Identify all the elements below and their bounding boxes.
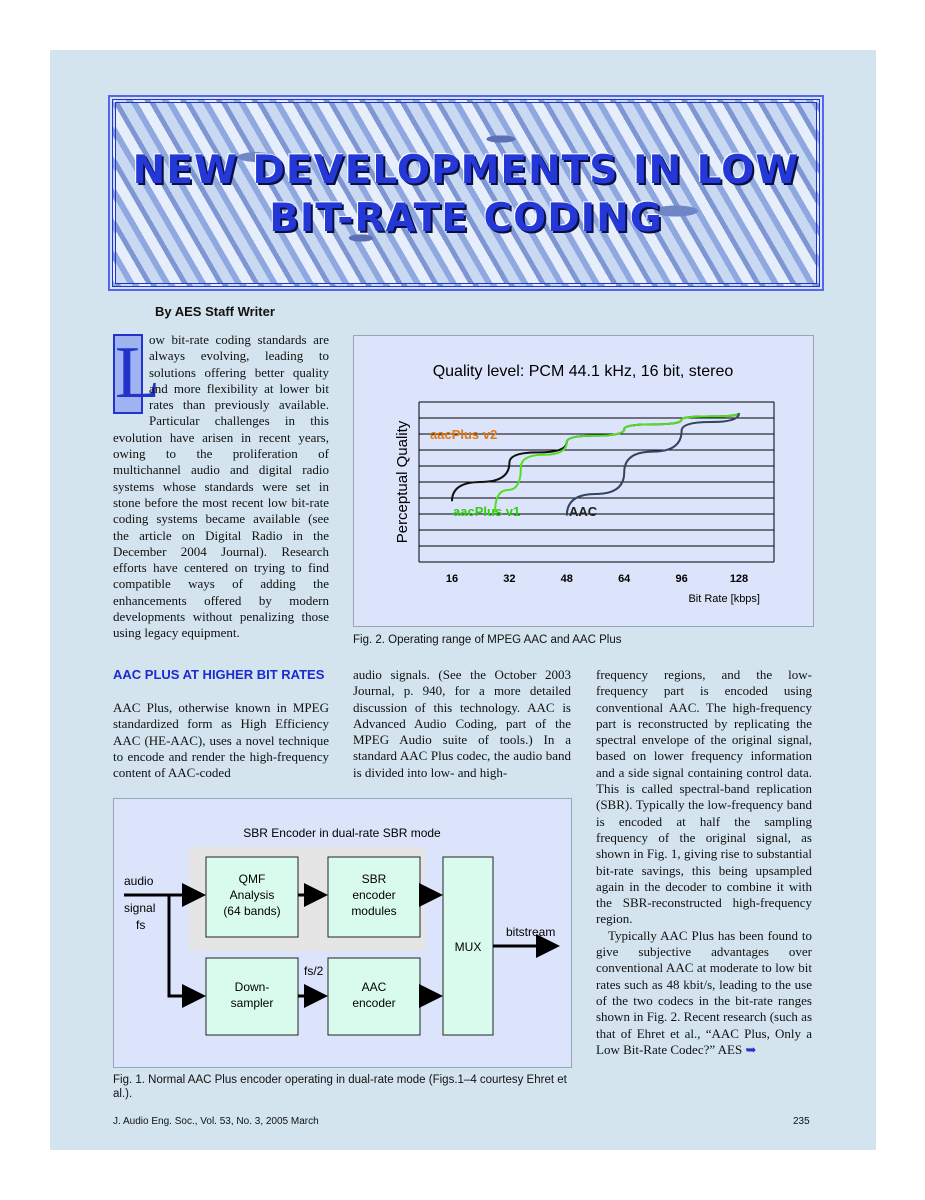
aac-label-2: encoder bbox=[352, 996, 396, 1010]
x-tick-label: 16 bbox=[445, 573, 459, 585]
x-tick-label: 128 bbox=[729, 573, 749, 585]
qmf-label-3: (64 bands) bbox=[223, 904, 281, 918]
aac-label-1: AAC bbox=[361, 980, 387, 994]
mux-label: MUX bbox=[454, 940, 482, 954]
chart-title: Quality level: PCM 44.1 kHz, 16 bit, stereo bbox=[432, 363, 734, 380]
y-axis-label: Perceptual Quality bbox=[394, 420, 411, 544]
figure-1-caption: Fig. 1. Normal AAC Plus encoder operating in dual-rate mode (Figs.1–4 courtesy Ehret et al.). bbox=[113, 1074, 567, 1100]
col3-paragraph-2 bbox=[596, 928, 812, 1059]
col3-paragraph-1: frequency regions, and the low-frequency part is encoded using conventional AAC. The high-frequency part is reconstructed by replicating the spectral envelope of the original signal, based on lower frequency information and a side signal containing control data. This is called spectral-band replication (SBR). Typically the low-frequency band is encoded at half the sampling frequency of the original signal, as shown in Fig. 1, giving rise to substantial bit-rate savings, this being upsampled again in the decoder to combine it with the SBR-reconstructed high-frequency region. bbox=[596, 667, 812, 927]
footer-citation: J. Audio Eng. Soc., Vol. 53, No. 3, 2005 March bbox=[113, 1116, 319, 1127]
input-label-signal: signal bbox=[124, 901, 156, 915]
sbr-label-2: encoder bbox=[352, 888, 396, 902]
encoder-diagram bbox=[114, 799, 571, 1067]
x-tick-label: 96 bbox=[675, 573, 688, 585]
input-label-audio: audio bbox=[124, 874, 154, 888]
output-label: bitstream bbox=[506, 925, 556, 939]
x-tick-label: 48 bbox=[560, 573, 573, 585]
intro-column bbox=[113, 332, 329, 642]
figure-1-diagram bbox=[113, 798, 572, 1068]
downsampler-label-1: Down- bbox=[234, 980, 270, 994]
x-tick-label: 64 bbox=[618, 573, 631, 585]
series-label: aacPlus v2 bbox=[430, 427, 498, 442]
figure-2-caption: Fig. 2. Operating range of MPEG AAC and AAC Plus bbox=[353, 634, 622, 646]
input-label-fs: fs bbox=[136, 918, 146, 932]
series-line bbox=[567, 413, 739, 515]
col2-paragraph: audio signals. (See the October 2003 Journal, p. 940, for a more detailed discussion of this technology. AAC is Advanced Audio Coding, part of the MPEG Audio suite of tools.) In a standard AAC Plus codec, the audio band is divided into low- and high- bbox=[353, 667, 571, 780]
continue-arrow-icon: ➥ bbox=[745, 1042, 757, 1058]
intro-paragraph: ow bit-rate coding standards are always evolving, leading to solutions offering better quality and more flexibility at lower bit rates than previously available. Particular challenges in this evolution have arisen in recent years, owing to the proliferation of multichannel audio and digital radio systems whose standards were set in stone before the most recent low bit-rate coding systems became available (see the article on Digital Radio in the December 2004 Journal). Research efforts have centered on trying to find compatible ways of adding the enhancements offered by modern developments without penalizing those using legacy equipment. bbox=[113, 332, 329, 641]
title-line-1: NEW DEVELOPMENTS IN LOW bbox=[132, 148, 800, 193]
col3-column bbox=[596, 667, 812, 1059]
downsampler-label-2: sampler bbox=[230, 996, 274, 1010]
qmf-label-2: Analysis bbox=[229, 888, 275, 902]
title-line-2: BIT-RATE CODING bbox=[269, 196, 663, 241]
sbr-label-1: SBR bbox=[361, 872, 387, 886]
quality-chart bbox=[354, 336, 813, 626]
byline: By AES Staff Writer bbox=[155, 304, 275, 319]
x-tick-label: 32 bbox=[503, 573, 516, 585]
sbr-label-3: modules bbox=[351, 904, 397, 918]
col3-paragraph-2-text: Typically AAC Plus has been found to give subjective advantages over conventional AAC at moderate to low bit rates such as 48 kbit/s, leading to the use of the two codecs in the bit-rate ranges shown in Fig. 2. Recent research (such as that of Ehret et al., “AAC Plus, Only a Low Bit-Rate Codec?” AES bbox=[596, 927, 812, 1057]
col1-paragraph: AAC Plus, otherwise known in MPEG standardized form as High Efficiency AAC (HE-AAC), uses a novel technique to encode and render the high-frequency content of AAC-coded bbox=[113, 700, 329, 781]
title-banner bbox=[112, 99, 820, 287]
section-heading: AAC PLUS AT HIGHER BIT RATES bbox=[113, 667, 325, 682]
series-label: aacPlus v1 bbox=[453, 504, 521, 519]
diagram-title: SBR Encoder in dual-rate SBR mode bbox=[243, 826, 441, 840]
series-label: AAC bbox=[569, 504, 598, 519]
half-rate-label: fs/2 bbox=[304, 964, 324, 978]
page-number: 235 bbox=[793, 1116, 810, 1127]
drop-cap: L bbox=[115, 332, 161, 414]
qmf-label-1: QMF bbox=[238, 872, 266, 886]
article-title bbox=[116, 147, 816, 243]
x-axis-label: Bit Rate [kbps] bbox=[688, 593, 760, 605]
figure-2-chart bbox=[353, 335, 814, 627]
